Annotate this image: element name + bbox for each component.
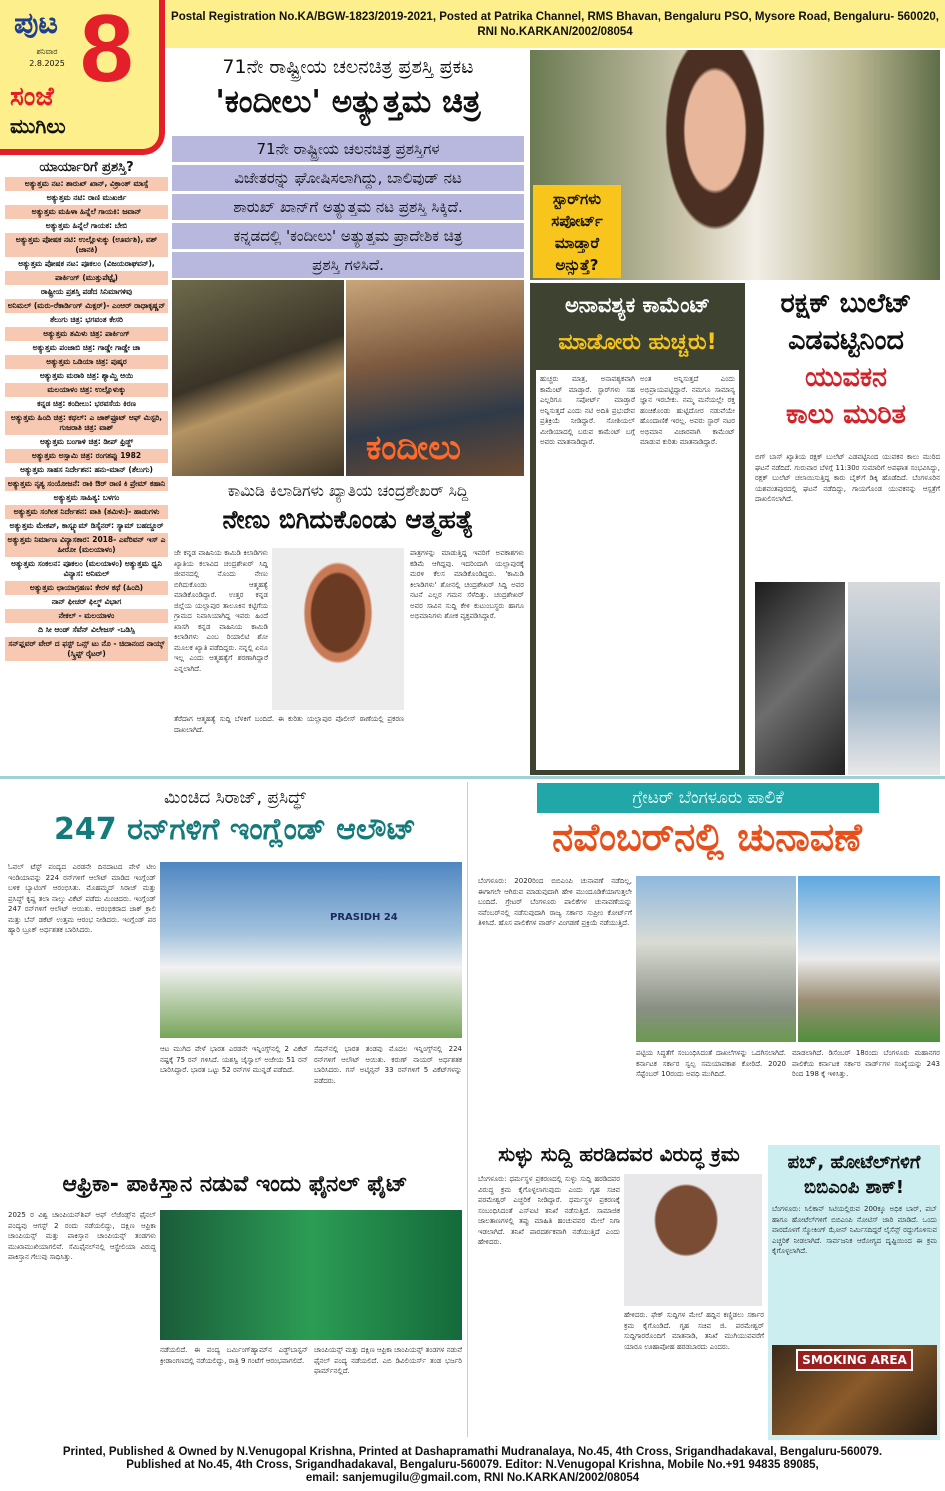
final-headline: ಆಫ್ರಿಕಾ- ಪಾಕಿಸ್ತಾನ ನಡುವೆ ಇಂದು ಫೈನಲ್ ಫೈಟ್ [62,1172,408,1197]
chandrashekar-photo [272,548,404,710]
award-item: ರಾಷ್ಟ್ರೀಯ ಪ್ರಶಸ್ತಿ ಪಡೆದ ಸಿನಿಮಾಗಳಿವು [40,287,133,296]
jersey-text: PRASIDH 24 [330,912,398,923]
section-divider [0,776,945,779]
imprint-footer [0,1446,945,1485]
rumour-col-1: ಬೆಂಗಳೂರು: ಧರ್ಮಸ್ಥಳ ಪ್ರಕರಣದಲ್ಲಿ ಸುಳ್ಳು ಸುದ್ದಿ ಹರಡಿದವರ ವಿರುದ್ಧ ಕ್ರಮ ಕೈಗೊಳ್ಳಲಾಗುವುದು ಎಂದು ಗೃಹ ಸಚಿವ ಪರಮೇಶ್ವರ್ ಎಚ್ಚರಿಕೆ ನೀಡಿದ್ದಾರೆ. ಧರ್ಮಸ್ಥಳ ಪ್ರಕರಣಕ್ಕೆ ಸಂಬಂಧಿಸಿದಂತೆ ಎಸ್‌ಐಟಿ ತನಿಖೆ ನಡೆಸುತ್ತಿದೆ. ಸಾಮಾಜಿಕ ಜಾಲತಾಣಗಳಲ್ಲಿ ತಪ್ಪು ಮಾಹಿತಿ ಹಂಚುವವರ ಮೇಲೆ ನಿಗಾ ಇಡಲಾಗಿದೆ. ತನಿಖೆ ಪಾರದರ್ಶಕವಾಗಿ ನಡೆಯುತ್ತಿದೆ ಎಂದು ಹೇಳಿದರು. [478,1175,620,1246]
actress-quote-box: ಸ್ಟಾರ್‌ಗಳು ಸಪೋರ್ಟ್ ಮಾಡ್ತಾರೆ ಅನ್ಸುತ್ತೆ? [533,185,621,278]
lead-headline: 'ಕಂದೀಲು' ಅತ್ಯುತ್ತಮ ಚಿತ್ರ [215,84,481,120]
election-col-2: ಪಟ್ಟಿಯ ಸಿದ್ಧತೆಗೆ ಸಂಬಂಧಿಸಿದಂತೆ ದಾಖಲೆಗಳನ್ನು ಒದಗಿಸಲಾಗಿದೆ. ಕರ್ನಾಟಕ ಸರ್ಕಾರ ಸ್ವಲ್ಪ ಸಮಯಾವಕಾಶ ಕೋರಿದೆ. 2020 ಸೆಪ್ಟೆಂಬರ್ 10ರಂದು ಅವಧಿ ಮುಗಿದಿದೆ. [636,1049,786,1078]
suicide-col-3: ತೆರೆದಾಗ ಆತ್ಮಹತ್ಯೆ ಸುದ್ದಿ ಬೆಳಕಿಗೆ ಬಂದಿದೆ. ಈ ಕುರಿತು ಯಲ್ಲಾಪುರ ಪೊಲೀಸ್ ಠಾಣೆಯಲ್ಲಿ ಪ್ರಕರಣ ದಾಖಲಾಗಿದೆ. [174,715,404,734]
summary-line: ಕನ್ನಡದಲ್ಲಿ 'ಕಂದೀಲು' ಅತ್ಯುತ್ತಮ ಪ್ರಾದೇಶಿಕ ಚಿತ್ರ [172,223,524,249]
pub-headline: ಪಬ್, ಹೋಟೆಲ್‌ಗಳಿಗೆ ಬಿಬಿಎಂಪಿ ಶಾಕ್! [787,1152,921,1198]
award-item: ಅತ್ಯುತ್ತಮ ಸಂಕಲನ: ಪೂಕಲಂ (ಮಲಯಾಳಂ) ಅತ್ಯುತ್ತಮ ಧ್ವನಿ ವಿನ್ಯಾಸ: ಅನಿಮಲ್ [11,559,162,578]
award-item: ಅತ್ಯುತ್ತಮ ಛಾಯಾಗ್ರಹಣ: ಕೇರಳ ಕಥೆ (ಹಿಂದಿ) [5,581,168,595]
award-item: ಕನ್ನಡ ಚಿತ್ರ: ಕಂದೀಲು: ಭರವಸೆಯ ಕಿರಣ [37,399,136,408]
award-item: ಅತ್ಯುತ್ತಮ ತಮಿಳು ಚಿತ್ರ: ಪಾರ್ಕಿಂಗ್ [5,327,168,341]
summary-line: ಪ್ರಶಸ್ತಿ ಗಳಿಸಿದೆ. [172,252,524,278]
accident-headline-1: ರಕ್ಷಕ್ ಬುಲೆಟ್ [780,288,912,319]
page-word: ಪುಟ [14,6,59,41]
award-item: ಅನಿಮಲ್ (ಮರು-ರೆಕಾರ್ಡಿಂಗ್ ಮಿಕ್ಸರ್)- ಎಂಆರ್ ರಾಧಾಕೃಷ್ಣನ್ [5,299,168,313]
award-item: ಅತ್ಯುತ್ತಮ ಅಸ್ಸಾಮಿ ಚಿತ್ರ: ರಂಗತಪ್ಪು 1982 [5,449,168,463]
smoking-area-photo [772,1345,937,1435]
shahrukh-photo [172,280,344,476]
accident-headline-2: ಎಡವಟ್ಟಿನಿಂದ [788,325,904,356]
page-number: 8 [80,0,134,102]
comment-col-2: ಅಂತ ಅನ್ನಿಸುತ್ತದೆ ಎಂದು ಅಭಿಪ್ರಾಯಪಟ್ಟಿದ್ದಾರೆ. ನಮಗೂ ಸಾಮಾನ್ಯ ಜ್ಞಾನ ಇರಬೇಕು. ನಮ್ಮ ಮನೆಯಲ್ಲೇ ರಕ್ತ ಹಂಚಿಕೊಂಡು ಹುಟ್ಟಿದೋರ ನಡುವೆಯೇ ಹೊಂದಾಣಿಕೆ ಇರಲ್ಲ. ಅವರು ಸ್ಟಾರ್ ನಟರ ಅಭಿಮಾನ ವಿಚಾರವಾಗಿ ಕಾಮೆಂಟ್ ಮಾಡುವ ಕುರಿತು ಮಾತನಾಡಿದ್ದಾರೆ. [640,375,735,446]
actress-face [640,50,790,280]
cricket-headline: 247 ರನ್‌ಗಳಿಗೆ ಇಂಗ್ಲೆಂಡ್ ಆಲೌಟ್ [54,812,416,847]
pub-body: ಬೆಂಗಳೂರು: ಸಿಲಿಕಾನ್ ಸಿಟಿಯಲ್ಲಿರುವ 200ಕ್ಕೂ ಅಧಿಕ ಬಾರ್, ಪಬ್ ಹಾಗೂ ಹೋಟೆಲ್‌ಗಳಿಗೆ ಬಿಬಿಎಂಪಿ ನೋಟಿಸ್ ಜಾರಿ ಮಾಡಿದೆ. ಒಂದು ವಾರದೊಳಗೆ ಸ್ಮೋಕಿಂಗ್ ಝೋನ್ ನಿರ್ಮಿಸದಿದ್ದರೆ ಲೈಸೆನ್ಸ್ ರದ್ದುಗೊಳಿಸುವ ಎಚ್ಚರಿಕೆ ನೀಡಲಾಗಿದೆ. ಸಾರ್ವಜನಿಕ ಆರೋಗ್ಯದ ದೃಷ್ಟಿಯಿಂದ ಈ ಕ್ರಮ ಕೈಗೊಳ್ಳಲಾಗಿದೆ. [772,1205,937,1255]
award-item: ಅತ್ಯುತ್ತಮ ನಟಿ: ರಾಣಿ ಮುಖರ್ಜಿ [46,193,127,202]
comment-body [536,370,739,770]
award-item: ತೆಲುಗು ಚಿತ್ರ: ಭಗವಂತ ಕೇಸರಿ [50,315,123,324]
election-headline: ನವೆಂಬರ್‌ನಲ್ಲಿ ಚುನಾವಣೆ [552,815,862,859]
hospital-photo [848,582,940,775]
paper-name-2: ಮುಗಿಲು [10,114,66,138]
cricket-col-2: ಆಟ ಮುಗಿದ ವೇಳೆ ಭಾರತ ಎರಡನೇ ಇನ್ನಿಂಗ್ಸ್‌ನಲ್ಲಿ 2 ವಿಕೆಟ್ ನಷ್ಟಕ್ಕೆ 75 ರನ್ ಗಳಿಸಿದೆ. ಯಶಸ್ವಿ ಜೈಸ್ವಾಲ್ ಅಜೇಯ 51 ರನ್ ಬಾರಿಸಿದ್ದಾರೆ. ಭಾರತ ಒಟ್ಟು 52 ರನ್‌ಗಳ ಮುನ್ನಡೆ ಪಡೆದಿದೆ. [160,1045,308,1074]
xray-photo [755,582,845,775]
comment-headline-1: ಅನಾವಶ್ಯಕ ಕಾಮೆಂಟ್ [564,293,711,317]
smoking-sign: SMOKING AREA [796,1349,913,1371]
cricket-col-1: ಓವಲ್ ಟೆಸ್ಟ್ ಪಂದ್ಯದ ಎರಡನೇ ದಿನದಾಟದ ವೇಳೆ ಟೀಂ ಇಂಡಿಯಾವನ್ನು 224 ರನ್‌ಗಳಿಗೆ ಆಲೌಟ್ ಮಾಡಿದ ಇಂಗ್ಲೆಂಡ್ ಬಳಿಕ ಬ್ಯಾಟಿಂಗ್ ಆರಂಭಿಸಿತು. ಮೊಹಮ್ಮದ್ ಸಿರಾಜ್ ಮತ್ತು ಪ್ರಸಿದ್ಧ್ ಕೃಷ್ಣ ತಲಾ ನಾಲ್ಕು ವಿಕೆಟ್ ಪಡೆದು ಮಿಂಚಿದರು. ಇಂಗ್ಲೆಂಡ್ 247 ರನ್‌ಗಳಿಗೆ ಆಲೌಟ್ ಆಯಿತು. ಆರಂಭಿಕರಾದ ಜಾಕ್ ಕ್ರಾಲಿ ಮತ್ತು ಬೆನ್ ಡಕೆಟ್ ಉತ್ತಮ ಆರಂಭ ನೀಡಿದರು. ಇಂಗ್ಲೆಂಡ್ ಪರ ಹ್ಯಾರಿ ಬ್ರೂಕ್ ಅರ್ಧಶತಕ ಬಾರಿಸಿದರು. [8,863,156,934]
final-col-3: ಚಾಂಪಿಯನ್ಸ್ ಮತ್ತು ದಕ್ಷಿಣ ಆಫ್ರಿಕಾ ಚಾಂಪಿಯನ್ಸ್ ತಂಡಗಳ ನಡುವೆ ಫೈನಲ್ ಪಂದ್ಯ ನಡೆಯಲಿದೆ. ಎಬಿ ಡಿವಿಲಿಯರ್ಸ್ ತಂಡ ಭರ್ಜರಿ ಫಾರ್ಮ್‌ನಲ್ಲಿದೆ. [314,1346,462,1375]
accident-body: ಬಿಗ್ ಬಾಸ್ ಖ್ಯಾತಿಯ ರಕ್ಷಕ್ ಬುಲೆಟ್ ಎಡವಟ್ಟಿನಿಂದ ಯುವಕನ ಕಾಲು ಮುರಿದ ಘಟನೆ ನಡೆದಿದೆ. ಗುರುವಾರ ಬೆಳಗ್ಗೆ 11:30ರ ಸುಮಾರಿಗೆ ಅಪಘಾತ ಸಂಭವಿಸಿದ್ದು, ರಕ್ಷಕ್ ಬುಲೆಟ್ ಚಲಾಯಿಸುತ್ತಿದ್ದ ಕಾರು ಬೈಕ್‌ಗೆ ಡಿಕ್ಕಿ ಹೊಡೆದಿದೆ. ಬೆಂಗಳೂರಿನ ಯಶವಂತಪುರದಲ್ಲಿ ಘಟನೆ ನಡೆದಿದ್ದು, ಗಾಯಗೊಂಡ ಯುವಕನನ್ನು ಆಸ್ಪತ್ರೆಗೆ ದಾಖಲಿಸಲಾಗಿದೆ. [755,453,940,503]
award-item: ಅತ್ಯುತ್ತಮ ಪಂಜಾಬಿ ಚಿತ್ರ: ಗಾಡ್ಡೇ ಗಾಡ್ಡೇ ಚಾ [32,343,141,352]
footer-line: Published at No.45, 4th Cross, Srigandhadakaval, Bengaluru-560079. Editor: N.Venugopal Krishna, Mobile No.+91 94835 89085, [126,1459,819,1471]
award-item: ಅತ್ಯುತ್ತಮ ಹಿನ್ನೆಲೆ ಗಾಯಕ: ಬೇಬಿ [45,221,128,230]
award-item: ಅತ್ಯುತ್ತಮ ಮಹಿಳಾ ಹಿನ್ನೆಲೆ ಗಾಯಕಿ: ಜವಾನ್ [5,205,168,219]
date: 2.8.2025 [29,59,65,68]
suicide-col-1: ಜೇ ಕನ್ನಡ ವಾಹಿನಿಯ ಕಾಮಿಡಿ ಕಿಲಾಡಿಗಳು ಖ್ಯಾತಿಯ ಕಲಾವಿದ ಚಂದ್ರಶೇಖರ್ ಸಿದ್ದಿ ಜೀವನದಲ್ಲಿ ನೊಂದು ನೇಣು ಬಿಗಿದುಕೊಂಡು ಆತ್ಮಹತ್ಯೆ ಮಾಡಿಕೊಂಡಿದ್ದಾರೆ. ಉತ್ತರ ಕನ್ನಡ ಜಿಲ್ಲೆಯ ಯಲ್ಲಾಪುರ ತಾಲೂಕಿನ ಕಟ್ಟಿಗೆಯ ಗ್ರಾಮದ ನಿವಾಸಿಯಾಗಿದ್ದ ಇವರು ಹಿಂದೆ ಖಾಸಗಿ ಕನ್ನಡ ವಾಹಿನಿಯ ಕಾಮಿಡಿ ಕಿಲಾಡಿಗಳು ಎಂಬ ರಿಯಾಲಿಟಿ ಶೋ ಮೂಲಕ ಖ್ಯಾತಿ ಪಡೆದಿದ್ದರು. ನನ್ನಲ್ಲಿ ಏನೂ ಇಲ್ಲ ಎಂದು ಆತ್ಮಹತ್ಯೆಗೆ ಶರಣಾಗಿದ್ದಾರೆ ಎನ್ನಲಾಗಿದೆ. [174,549,268,673]
accident-headline-3: ಯುವಕನ [805,362,887,393]
cricket-kicker: ಮಿಂಚಿದ ಸಿರಾಜ್, ಪ್ರಸಿದ್ಧ್ [164,788,306,808]
cricket-col-3: ಸೆಷನ್‌ನಲ್ಲಿ ಭಾರತ ತಂಡವು ಮೊದಲ ಇನ್ನಿಂಗ್ಸ್‌ನಲ್ಲಿ 224 ರನ್‌ಗಳಿಗೆ ಆಲೌಟ್ ಆಯಿತು. ಕರುಣ್ ನಾಯರ್ ಅರ್ಧಶತಕ ಬಾರಿಸಿದರು. ಗಸ್ ಅಟ್ಕಿನ್ಸನ್ 33 ರನ್‌ಗಳಿಗೆ 5 ವಿಕೆಟ್‌ಗಳನ್ನು ಪಡೆದರು. [314,1045,462,1085]
cricket-team-photo [160,862,462,1038]
award-item: ಅತ್ಯುತ್ತಮ ನೃತ್ಯ ಸಂಯೋಜನೆ: ರಾಕಿ ಔರ್ ರಾಣಿ ಕಿ ಪ್ರೇಮ್ ಕಹಾನಿ [5,477,168,491]
comment-headline-2: ಮಾಡೋರು ಹುಚ್ಚರು! [558,330,717,355]
minister-photo [624,1174,762,1306]
award-item: ಮಲಯಾಳಂ ಚಿತ್ರ: ಉಲ್ಲೊಳುಕ್ಕು [5,383,168,397]
final-col-1: 2025 ರ ವಿಶ್ವ ಚಾಂಪಿಯನ್‌ಶಿಪ್ ಆಫ್ ಲೆಜೆಂಡ್ಸ್‌ನ ಫೈನಲ್ ಪಂದ್ಯವು ಆಗಸ್ಟ್ 2 ರಂದು ನಡೆಯಲಿದ್ದು, ದಕ್ಷಿಣ ಆಫ್ರಿಕಾ ಚಾಂಪಿಯನ್ಸ್ ಮತ್ತು ಪಾಕಿಸ್ತಾನ ಚಾಂಪಿಯನ್ಸ್ ತಂಡಗಳು ಮುಖಾಮುಖಿಯಾಗಲಿವೆ. ಸೆಮಿಫೈನಲ್‌ನಲ್ಲಿ ಆಸ್ಟ್ರೇಲಿಯಾ ವಿರುದ್ಧ ಪಾಕಿಸ್ತಾನ ಗೆಲುವು ಸಾಧಿಸಿತ್ತು. [8,1211,156,1261]
award-item: ಅತ್ಯುತ್ತಮ ಸಾಹಸ ನಿರ್ದೇಶನ: ಹನು-ಮಾನ್ (ತೆಲುಗು) [20,465,153,474]
rumour-headline: ಸುಳ್ಳು ಸುದ್ದಿ ಹರಡಿದವರ ವಿರುದ್ಧ ಕ್ರಮ [498,1142,740,1166]
awards-list [5,177,168,661]
awards-sidebar [5,160,168,661]
suicide-kicker: ಕಾಮಿಡಿ ಕಿಲಾಡಿಗಳು ಖ್ಯಾತಿಯ ಚಂದ್ರಶೇಖರ್ ಸಿದ್ದಿ [227,482,469,500]
election-col-3: ಮಾಡಲಾಗಿದೆ. ಡಿಸೆಂಬರ್ 18ರಂದು ಬೆಂಗಳೂರು ಮಹಾನಗರ ಪಾಲಿಕೆಯ ಕರ್ನಾಟಕ ಸರ್ಕಾರ ವಾರ್ಡ್‌ಗಳ ಸಂಖ್ಯೆಯನ್ನು 243 ರಿಂದ 198 ಕ್ಕೆ ಇಳಿಸಿತ್ತು. [792,1049,940,1078]
award-item: ಅತ್ಯುತ್ತಮ ಬಂಗಾಳಿ ಚಿತ್ರ: ಡೀಪ್ ಫ್ರಿಡ್ಜ್ [39,437,134,446]
award-item: ಅತ್ಯುತ್ತಮ ಮೇಕಪ್, ಕಾಸ್ಟ್ಯೂಮ್ ಡಿಸೈನರ್: ಸ್ಯಾಮ್ ಬಹದ್ದೂರ್ [9,521,164,530]
summary-line: ಶಾರುಖ್ ಖಾನ್‌ಗೆ ಅತ್ಯುತ್ತಮ ನಟ ಪ್ರಶಸ್ತಿ ಸಿಕ್ಕಿದೆ. [172,194,524,220]
award-item: ಪಾರ್ಕಿಂಗ್ (ಮುತ್ತುಪೆಟ್ಟೈ) [5,271,168,285]
issue-date [22,46,72,70]
awards-title: ಯಾರ್ಯಾರಿಗೆ ಪ್ರಶಸ್ತಿ? [39,160,134,175]
accident-headline [752,285,940,433]
registration-band: Postal Registration No.KA/BGW-1823/2019-2021, Posted at Patrika Channel, RMS Bhavan, Bengaluru PSO, Mysore Road, Bengaluru- 560020, RNI No.KARKAN/2002/08054 [165,0,945,48]
award-item: ಅತ್ಯುತ್ತಮ ನಟ: ಶಾರುಖ್ ಖಾನ್, ವಿಕ್ರಾಂತ್ ಮಾಸ್ಸೆ [5,177,168,191]
summary-line: ವಿಜೇತರನ್ನು ಘೋಷಿಸಲಾಗಿದ್ದು, ಬಾಲಿವುಡ್ ನಟ [172,165,524,191]
award-item: ಅತ್ಯುತ್ತಮ ಒಡಿಯಾ ಚಿತ್ರ: ಪುಷ್ಕರ [5,355,168,369]
rumour-col-2: ಹೇಳಿದರು. ಫೇಕ್ ಸುದ್ದಿಗಳ ಮೇಲೆ ಹದ್ದಿನ ಕಣ್ಣಿಡಲು ಸರ್ಕಾರ ಕ್ರಮ ಕೈಗೊಂಡಿದೆ. ಗೃಹ ಸಚಿವ ಜಿ. ಪರಮೇಶ್ವರ್ ಸುದ್ದಿಗಾರರೊಂದಿಗೆ ಮಾತನಾಡಿ, ತನಿಖೆ ಮುಗಿಯುವವರೆಗೆ ಯಾರೂ ಊಹಾಪೋಹ ಹರಡಬಾರದು ಎಂದರು. [624,1311,764,1351]
paper-name-1: ಸಂಜೆ [10,82,54,112]
footer-line: email: sanjemugilu@gmail.com, RNI No.KARKAN/2002/08054 [305,1472,640,1484]
suicide-col-2: ಪಾತ್ರಗಳನ್ನು ಮಾಡುತ್ತಿದ್ದ ಇವರಿಗೆ ಅವಕಾಶಗಳು ಕಡಿಮೆ ಆಗಿದ್ದವು. ಇದರಿಂದಾಗಿ ಯಲ್ಲಾಪುರಕ್ಕೆ ಮರಳಿ ಕೆಲಸ ಮಾಡಿಕೊಂಡಿದ್ದರು. 'ಕಾಮಿಡಿ ಕಿಲಾಡಿಗಳು' ಶೋನಲ್ಲಿ ಚಂದ್ರಶೇಖರ್ ಸಿದ್ದಿ ಅವರ ನಟನೆ ಎಲ್ಲರ ಗಮನ ಸೆಳೆದಿತ್ತು. ಚಂದ್ರಶೇಖರ್ ಅವರ ಸಾವಿನ ಸುದ್ದಿ ಕೇಳಿ ಕುಟುಂಬಸ್ಥರು ಹಾಗೂ ಅಭಿಮಾನಿಗಳು ಶೋಕ ವ್ಯಕ್ತಪಡಿಸಿದ್ದಾರೆ. [410,549,524,620]
footer-line: Printed, Published & Owned by N.Venugopal Krishna, Printed at Dashapramathi Mudranalaya, No.45, 4th Cross, Srigandhadakaval, Bengaluru-560079. [62,1446,883,1458]
comment-col-1: ಹುಚ್ಚರು ಮಾತ್ರ, ಅನಾವಶ್ಯಕವಾಗಿ ಕಾಮೆಂಟ್ ಮಾಡ್ತಾರೆ. ಸ್ಟಾರ್‌ಗಳು ಸಹ ಎಲ್ಲರಿಗೂ ಸಪೋರ್ಟ್ ಮಾಡ್ತಾರೆ ಅನ್ನಿಸುತ್ತದೆ ಎಂದು ನಟಿ ಅದಿತಿ ಪ್ರಭುದೇವ ಪ್ರತಿಕ್ರಿಯೆ ನೀಡಿದ್ದಾರೆ. ಸೋಶಿಯಲ್ ಮೀಡಿಯಾದಲ್ಲಿ ಬರುವ ಕಾಮೆಂಟ್ ಬಗ್ಗೆ ಅವರು ಮಾತನಾಡಿದ್ದಾರೆ. [540,375,635,446]
award-item: ಅತ್ಯುತ್ತಮ ಹಿಂದಿ ಚಿತ್ರ: ಕಥಲ್: ಎ ಜಾಕ್‌ಫ್ರೂಟ್ ಆಫ್ ಮಿಸ್ಟರಿ, ಗುಜರಾತಿ ಚಿತ್ರ: ವಾಶ್ [5,411,168,435]
award-item: ಸನ್‌ಫ್ಲವರ್ ವೇರ್ ದ ಫಸ್ಟ್ ಒನ್ಸ್ ಟು ನೊ - ಚಿದಾನಂದ ನಾಯ್ಕ್ (ಸ್ಕ್ರಿಪ್ಟ್ ರೈಟರ್) [5,637,168,661]
award-item: ನಾನ್ ಫೀಚರ್ ಫಿಲ್ಮ್ ವಿಭಾಗ [51,597,122,606]
election-col-1: ಬೆಂಗಳೂರು: 2020ರಿಂದ ಬಿಬಿಎಂಪಿ ಚುನಾವಣೆ ನಡೆದಿಲ್ಲ, ಈಗಾಗಲೇ ಆಗಿರುವ ಮಾಡುವುದಾಗಿ ಹೇಳಿ ಮುಂದೂಡಿಕೆಯಾಗುತ್ತಲೇ ಬಂದಿದೆ. ಗ್ರೇಟರ್ ಬೆಂಗಳೂರು ಪಾಲಿಕೆಗಳ ಚುನಾವಣೆಯನ್ನು ನವೆಂಬರ್‌ನಲ್ಲಿ ನಡೆಸುವುದಾಗಿ ರಾಜ್ಯ ಸರ್ಕಾರ ಸುಪ್ರೀಂ ಕೋರ್ಟ್‌ಗೆ ತಿಳಿಸಿದೆ. ಹೊಸ ಪಾಲಿಕೆಗಳ ವಾರ್ಡ್ ವಿಂಗಡಣೆ ಪ್ರಕ್ರಿಯೆ ನಡೆಯುತ್ತಿದೆ. [478,877,632,927]
accident-headline-4: ಕಾಲು ಮುರಿತ [786,399,906,430]
award-item: ನೇಕಲ್ - ಮಲಯಾಳಂ [5,609,168,623]
poster-title: ಕಂದೀಲು [366,428,461,468]
award-item: ದಿ ಸೀ ಆಂಡ್ ಸೆವೆನ್ ವಿಲೇಜಸ್ -ಒಡಿಸ್ಸಿ [38,625,135,634]
day: ಶನಿವಾರ [36,47,58,56]
kandeelu-poster [346,280,524,476]
lead-summary [172,136,524,281]
award-item: ಅತ್ಯುತ್ತಮ ಸಂಗೀತ ನಿರ್ದೇಶನ: ವಾತಿ (ತಮಿಳು)- ಹಾಡುಗಳು [5,505,168,519]
award-item: ಅತ್ಯುತ್ತಮ ಸಾಹಿತ್ಯ: ಬಳಗಂ [53,493,120,502]
lead-kicker: 71ನೇ ರಾಷ್ಟ್ರೀಯ ಚಲನಚಿತ್ರ ಪ್ರಶಸ್ತಿ ಪ್ರಕಟ [222,56,474,78]
column-divider [467,782,468,1437]
award-item: ಅತ್ಯುತ್ತಮ ಪೋಷಕ ನಟಿ: ಉಲ್ಲೊಳುಕ್ಕು (ಊರ್ವಶಿ), ವಶ್ (ಜಾನಕಿ) [5,233,168,257]
supreme-court-photo [798,876,940,1042]
election-kicker: ಗ್ರೇಟರ್ ಬೆಂಗಳೂರು ಪಾಲಿಕೆ [537,783,879,813]
award-item: ಅತ್ಯುತ್ತಮ ನಿರ್ಮಾಣ ವಿನ್ಯಾಸಕಾರ: 2018- ಎವೆರಿವನ್ ಇಸ್ ಎ ಹೀರೋ (ಮಲಯಾಳಂ) [5,533,168,557]
final-col-2: ನಡೆಯಲಿದೆ. ಈ ಪಂದ್ಯ ಬರ್ಮಿಂಗ್‌ಹ್ಯಾಮ್‌ನ ಎಡ್ಜ್‌ಬಾಸ್ಟನ್ ಕ್ರೀಡಾಂಗಣದಲ್ಲಿ ನಡೆಯಲಿದ್ದು, ರಾತ್ರಿ 9 ಗಂಟೆಗೆ ಆರಂಭವಾಗಲಿದೆ. [160,1346,308,1365]
bbmp-building-photo [636,876,796,1042]
award-item: ಅತ್ಯುತ್ತಮ ಮರಾಠಿ ಚಿತ್ರ: ಶ್ಯಾಮ್ಚಿ ಆಯಿ [39,371,134,380]
award-item: ಅತ್ಯುತ್ತಮ ಪೋಷಕ ನಟ: ಪೂಕಲಂ (ವಿಜಯರಾಘವನ್), [18,259,155,268]
summary-line: 71ನೇ ರಾಷ್ಟ್ರೀಯ ಚಲನಚಿತ್ರ ಪ್ರಶಸ್ತಿಗಳ [172,136,524,162]
players-photo [160,1210,462,1340]
suicide-headline: ನೇಣು ಬಿಗಿದುಕೊಂಡು ಆತ್ಮಹತ್ಯೆ [222,505,474,534]
